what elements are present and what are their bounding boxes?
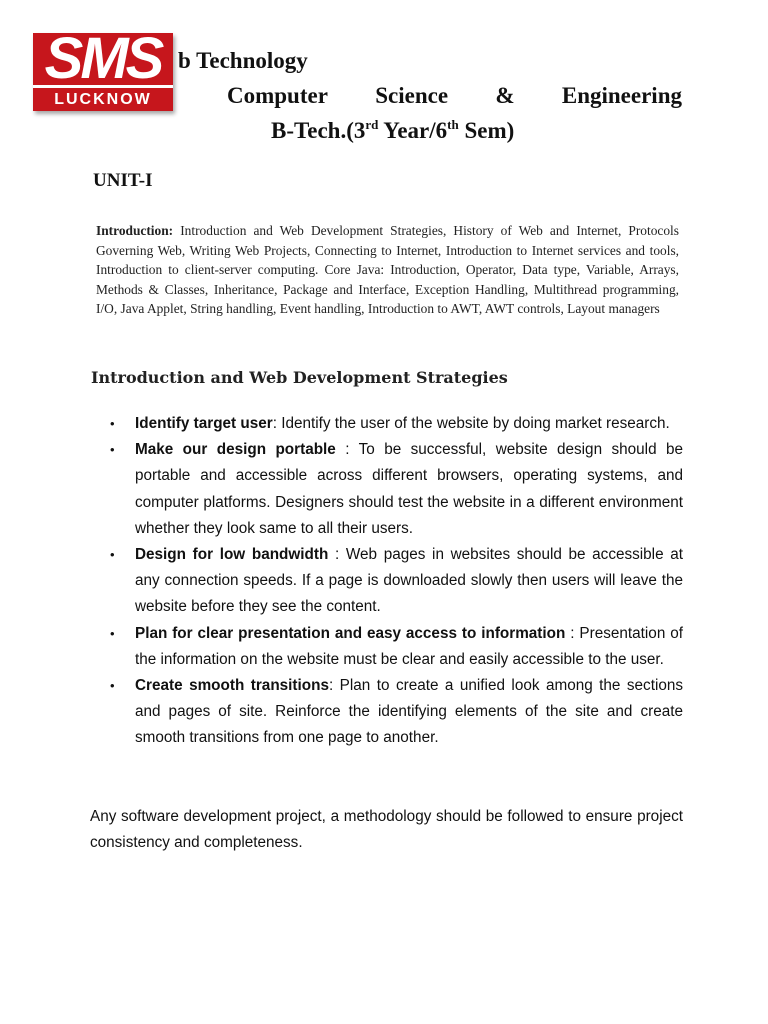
department-title: [227, 83, 682, 109]
list-item-text: : Web pages in websites should be accessible at any connection speeds. If a page is downloaded slowly then users will leave the website before they see the content.: [135, 546, 684, 616]
bullet-icon: •: [110, 442, 115, 458]
bullet-icon: •: [110, 547, 115, 563]
sms-lucknow-logo: [33, 33, 173, 111]
list-item: [105, 621, 683, 673]
list-item: [105, 437, 683, 542]
strategy-list: [105, 411, 683, 752]
list-item-text: : Presentation of the information on the website must be clear and easily accessible to the user.: [135, 624, 683, 668]
bullet-icon: •: [110, 416, 115, 431]
dept-word: Computer: [227, 83, 328, 108]
section-heading: Introduction and Web Development Strategies: [91, 368, 508, 387]
list-item: [105, 673, 683, 752]
list-item-title: Create smooth transitions: [135, 677, 329, 695]
list-item-text: : Plan to create a unified look among the sections and pages of site. Reinforce the identifying elements of the site and create smooth transitions from one page to another.: [135, 677, 684, 747]
course-title: [271, 118, 514, 144]
bullet-icon: •: [110, 678, 115, 694]
course-sup-rd: rd: [365, 117, 379, 132]
list-item-text: : To be successful, website design should be portable and accessible across different browsers, operating systems, and computer platforms. Designers should test the website in a different environment whether they look same to all their users.: [135, 441, 684, 537]
list-item-title: Plan for clear presentation and easy access to information: [135, 624, 566, 642]
logo-bottom-band: [33, 85, 173, 111]
syllabus-text: Introduction and Web Development Strategies, History of Web and Internet, Protocols Governing Web, Writing Web Projects, Connecting to Internet, Introduction to Internet services and tools, Introduction to client-server computing. Core Java: Introduction, Operator, Data type, Variable, Arrays, Methods & Classes, Inheritance, Package and Interface, Exception Handling, Multithread programming, I/O, Java Applet, String handling, Event handling, Introduction to AWT, AWT controls, Layout managers: [96, 223, 679, 316]
list-item: [105, 411, 683, 437]
list-item-title: Design for low bandwidth: [135, 546, 329, 564]
logo-sms-text: SMS: [44, 33, 162, 85]
list-item-title: Identify target user: [135, 415, 273, 432]
course-mid: Year/6: [378, 118, 448, 143]
logo-top-band: [33, 33, 173, 85]
dept-word: Engineering: [561, 83, 682, 108]
list-item-text: : Identify the user of the website by doing market research.: [272, 415, 670, 432]
subject-title: b Technology: [178, 48, 308, 73]
dept-word: &: [495, 83, 515, 108]
list-item: [105, 542, 683, 621]
closing-paragraph: Any software development project, a methodology should be followed to ensure project consistency and completeness.: [90, 808, 683, 852]
syllabus-paragraph: [96, 221, 679, 319]
syllabus-label: Introduction:: [96, 223, 174, 238]
bullet-icon: •: [110, 625, 115, 641]
logo-lucknow-text: LUCKNOW: [54, 91, 152, 108]
course-prefix: B-Tech.(3: [271, 118, 366, 143]
unit-heading: UNIT-I: [93, 170, 153, 191]
course-suffix: Sem): [458, 118, 515, 143]
dept-word: Science: [375, 83, 449, 108]
course-sup-th: th: [447, 117, 459, 132]
list-item-title: Make our design portable: [135, 441, 336, 459]
